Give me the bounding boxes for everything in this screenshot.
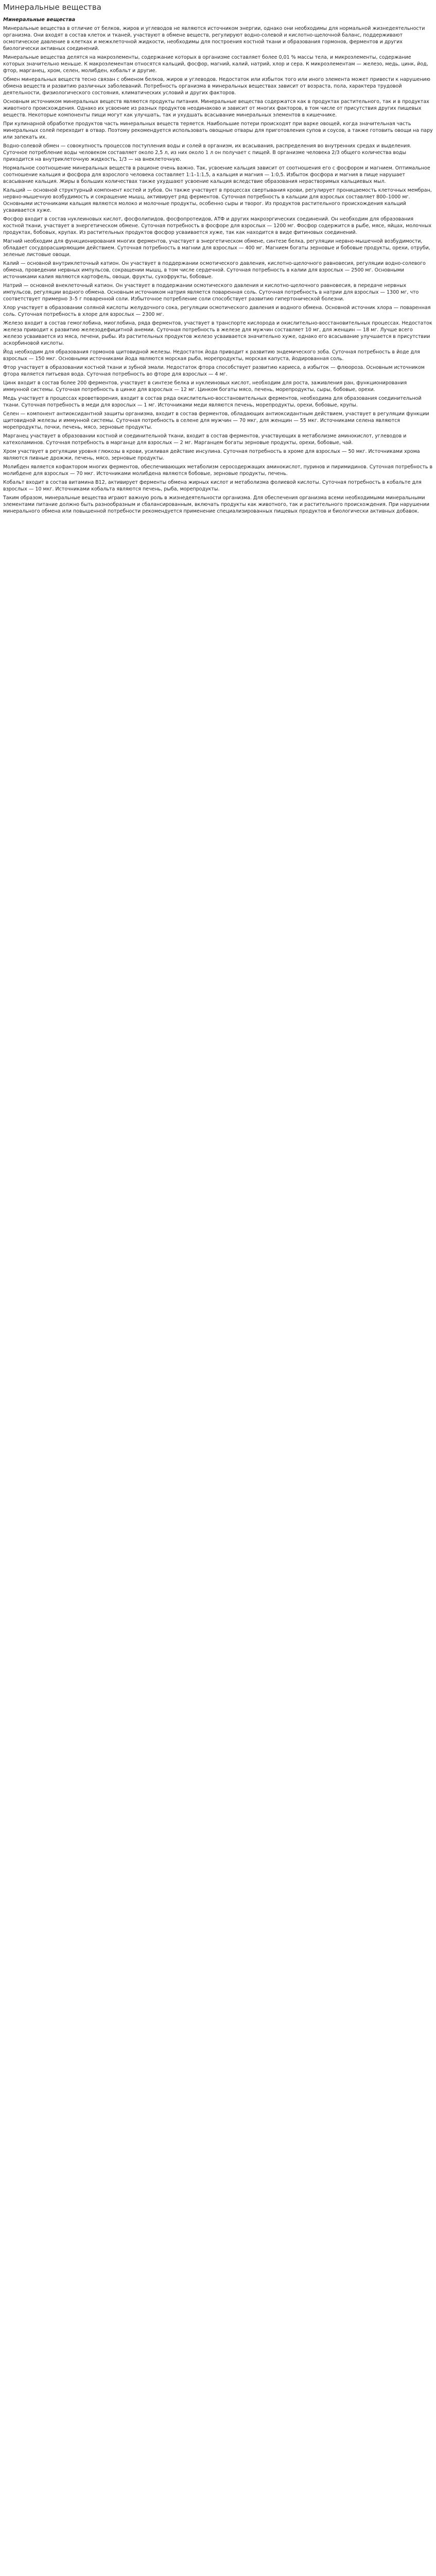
paragraph: Фосфор входит в состав нуклеиновых кислот, фосфолипидов, фосфопротеидов, АТФ и других макроэргических соединений. Он необходим для образования костной ткани, участвует в энергетическом обмене. Суточная потребность в фосфоре для взрослых — 1200 мг. Фосфор содержится в рыбе, мясе, яйцах, молочных продуктах, бобовых, крупах. Из растительных продуктов фосфор усваивается хуже, так как находится в виде фитиновых соединений. [3,216,432,235]
paragraph: Калий — основной внутриклеточный катион. Он участвует в поддержании осмотического давления, кислотно-щелочного равновесия, регуляции водно-солевого обмена, проведении нервных импульсов, сокращении мышц, в том числе сердечной. Суточная потребность в калии для взрослых — 2500 мг. Основными источниками калия являются картофель, овощи, фрукты, сухофрукты, бобовые. [3,261,426,280]
paragraph: При кулинарной обработке продуктов часть минеральных веществ теряется. Наибольшие потери происходят при варке овощей, когда значительная часть минеральных солей переходит в отвар. Поэтому рекомендуется использовать овощные отвары для приготовления супов и соусов, а также готовить овощи на пару или запекать их. [3,121,433,140]
section-subtitle: Минеральные вещества [3,17,76,23]
document-body [3,25,433,515]
paragraph: Кальций — основной структурный компонент костей и зубов. Он также участвует в процессах свертывания крови, регулирует проницаемость клеточных мембран, нервно-мышечную возбудимость и сокращение мышц, активирует ряд ферментов. Суточная потребность в кальции для взрослых составляет 800–1000 мг. Основными источниками кальция являются молоко и молочные продукты, особенно сыры и творог. Из продуктов растительного происхождения кальций усваивается хуже. [3,188,432,213]
paragraph: Железо входит в состав гемоглобина, миоглобина, ряда ферментов, участвует в транспорте кислорода и окислительно-восстановительных процессах. Недостаток железа приводит к развитию железодефицитной анемии. Суточная потребность в железе для мужчин составляет 10 мг, для женщин — 18 мг. Лучше всего железо усваивается из мяса, печени, рыбы. Из растительных продуктов железо усваивается значительно хуже, однако его всасывание улучшается в присутствии аскорбиновой кислоты. [3,320,432,346]
page-title: Минеральные вещества [3,3,101,12]
paragraph: Фтор участвует в образовании костной ткани и зубной эмали. Недостаток фтора способствует развитию кариеса, а избыток — флюороза. Основным источником фтора является питьевая вода. Суточная потребность во фторе для взрослых — 4 мг. [3,365,425,377]
paragraph: Основным источником минеральных веществ являются продукты питания. Минеральные вещества содержатся как в продуктах растительного, так и в продуктах животного происхождения. Однако их усвоение из разных продуктов неодинаково и зависит от многих факторов, в том числе от присутствия других пищевых веществ. Некоторые компоненты пищи могут как улучшать, так и ухудшать всасывание минеральных элементов в кишечнике. [3,99,429,118]
paragraph: Марганец участвует в образовании костной и соединительной ткани, входит в состав ферментов, участвующих в метаболизме аминокислот, углеводов и катехоламинов. Суточная потребность в марганце для взрослых — 2 мг. Марганцем богаты зерновые продукты, орехи, бобовые, чай. [3,433,407,446]
paragraph: Натрий — основной внеклеточный катион. Он участвует в поддержании осмотического давления и кислотно-щелочного равновесия, в передаче нервных импульсов, регуляции водного обмена. Основным источником натрия является поваренная соль. Суточная потребность в натрии для взрослых — 1300 мг, что соответствует примерно 3–5 г поваренной соли. Избыточное потребление соли способствует развитию гипертонической болезни. [3,283,419,302]
paragraph: Таким образом, минеральные вещества играют важную роль в жизнедеятельности организма. Для обеспечения организма всеми необходимыми минеральными элементами питание должно быть разнообразным и сбалансированным, включать продукты как животного, так и растительного происхождения. При нарушении минерального обмена или повышенной потребности рекомендуется применение специализированных пищевых продуктов и биологически активных добавок. [3,495,430,514]
paragraph: Хлор участвует в образовании соляной кислоты желудочного сока, регуляции осмотического давления и водного обмена. Основной источник хлора — поваренная соль. Суточная потребность в хлоре для взрослых — 2300 мг. [3,305,431,317]
paragraph: Минеральные вещества делятся на макроэлементы, содержание которых в организме составляет более 0,01 % массы тела, и микроэлементы, содержание которых значительно меньше. К макроэлементам относятся кальций, фосфор, магний, калий, натрий, хлор и сера. К микроэлементам — железо, медь, цинк, йод, фтор, марганец, хром, селен, молибден, кобальт и другие. [3,55,428,74]
paragraph: Селен — компонент антиоксидантной защиты организма, входит в состав ферментов, обладающих антиоксидантным действием, участвует в регуляции функции щитовидной железы и иммунной системы. Суточная потребность в селене для мужчин — 70 мкг, для женщин — 55 мкг. Источниками селена являются морепродукты, почки, печень, мясо, зерновые продукты. [3,411,429,430]
paragraph: Магний необходим для функционирования многих ферментов, участвует в энергетическом обмене, синтезе белка, регуляции нервно-мышечной возбудимости, обладает сосудорасширяющим действием. Суточная потребность в магнии для взрослых — 400 мг. Магнием богаты зерновые и бобовые продукты, орехи, отруби, зеленые листовые овощи. [3,239,430,258]
paragraph: Цинк входит в состав более 200 ферментов, участвует в синтезе белка и нуклеиновых кислот, необходим для роста, заживления ран, функционирования иммунной системы. Суточная потребность в цинке для взрослых — 12 мг. Цинком богаты мясо, печень, морепродукты, сыры, бобовые, орехи. [3,380,407,393]
paragraph: Обмен минеральных веществ тесно связан с обменом белков, жиров и углеводов. Недостаток или избыток того или иного элемента может привести к нарушению обмена веществ и развитию различных заболеваний. Потребность организма в минеральных веществах зависит от возраста, пола, характера трудовой деятельности, физиологического состояния, климатических условий и других факторов. [3,77,430,96]
paragraph: Кобальт входит в состав витамина B12, активирует ферменты обмена жирных кислот и метаболизма фолиевой кислоты. Суточная потребность в кобальте для взрослых — 10 мкг. Источниками кобальта являются печень, рыба, морепродукты. [3,480,422,492]
paragraph: Молибден является кофактором многих ферментов, обеспечивающих метаболизм серосодержащих аминокислот, пуринов и пиримидинов. Суточная потребность в молибдене для взрослых — 70 мкг. Источниками молибдена являются бобовые, зерновые продукты, печень. [3,464,433,477]
paragraph: Минеральные вещества в отличие от белков, жиров и углеводов не являются источником энергии, однако они необходимы для нормальной жизнедеятельности организма. Они входят в состав клеток и тканей, участвуют в обмене веществ, регулируют водно-солевой и кислотно-щелочной баланс, поддерживают осмотическое давление в клетках и межклеточной жидкости, необходимы для построения костной ткани и образования гормонов, ферментов и других биологически активных соединений. [3,26,425,52]
paragraph: Водно-солевой обмен — совокупность процессов поступления воды и солей в организм, их всасывания, распределения во внутренних средах и выделения. Суточное потребление воды человеком составляет около 2,5 л, из них около 1 л он получает с пищей. В организме человека 2/3 общего количества воды приходится на внутриклеточную жидкость, 1/3 — на внеклеточную. [3,143,412,162]
paragraph: Хром участвует в регуляции уровня глюкозы в крови, усиливая действие инсулина. Суточная потребность в хроме для взрослых — 50 мкг. Источниками хрома являются пивные дрожжи, печень, мясо, зерновые продукты. [3,449,420,461]
paragraph: Йод необходим для образования гормонов щитовидной железы. Недостаток йода приводит к развитию эндемического зоба. Суточная потребность в йоде для взрослых — 150 мкг. Основными источниками йода являются морская рыба, морепродукты, морская капуста, йодированная соль. [3,349,420,362]
paragraph: Медь участвует в процессах кроветворения, входит в состав ряда окислительно-восстановительных ферментов, необходима для образования соединительной ткани. Суточная потребность в меди для взрослых — 1 мг. Источниками меди являются печень, морепродукты, орехи, бобовые, крупы. [3,396,422,408]
paragraph: Нормальное соотношение минеральных веществ в рационе очень важно. Так, усвоение кальция зависит от соотношения его с фосфором и магнием. Оптимальное соотношение кальция и фосфора для взрослого человека составляет 1:1–1:1,5, а кальция и магния — 1:0,5. Избыток фосфора и магния в пище нарушает всасывание кальция. Жиры в больших количествах также ухудшают усвоение кальция вследствие образования нерастворимых кальциевых мыл. [3,165,430,184]
